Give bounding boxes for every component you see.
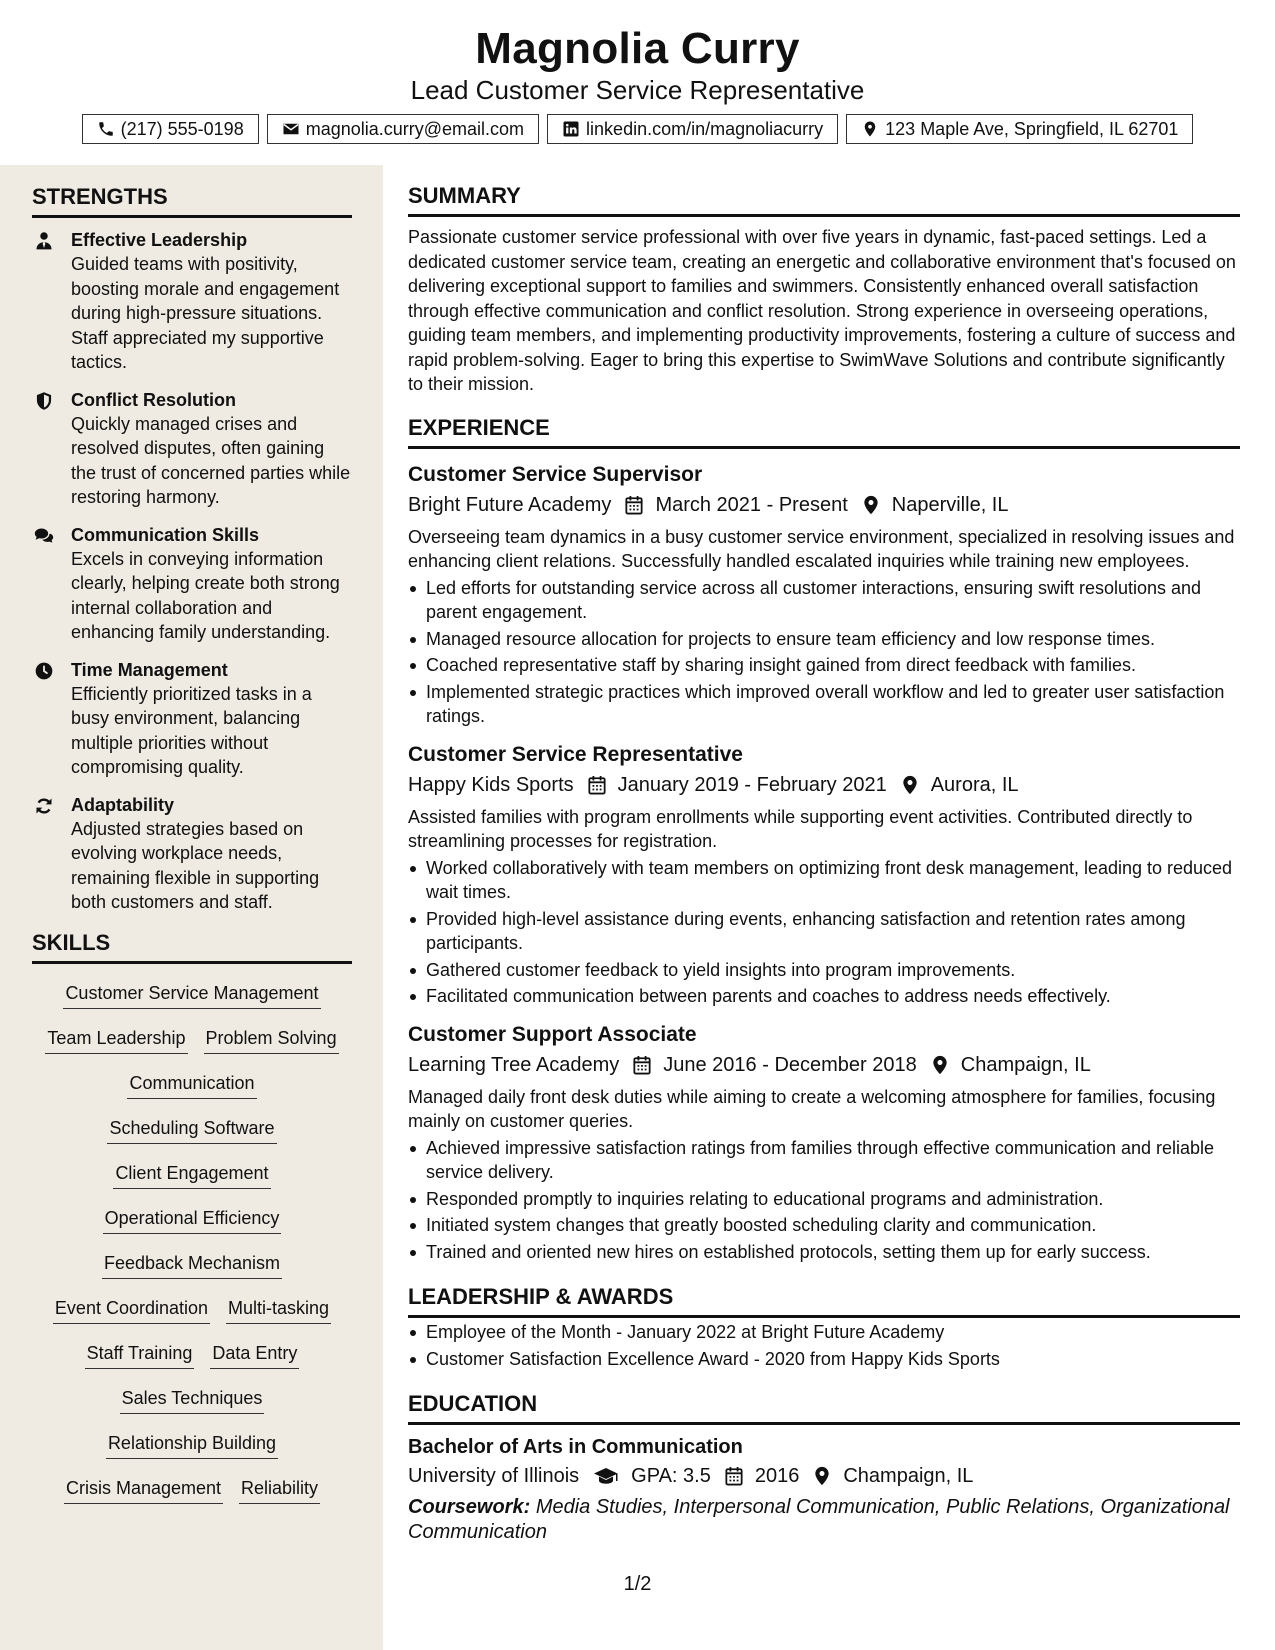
bullet-item: Provided high-level assistance during events, enhancing satisfaction and retention rates among participants. — [408, 907, 1240, 956]
job-dates: January 2019 - February 2021 — [617, 773, 887, 796]
calendar-icon — [625, 495, 643, 515]
bullet-item: Facilitated communication between parents and coaches to address needs effectively. — [408, 984, 1240, 1009]
coursework — [408, 1495, 1240, 1544]
candidate-name: Magnolia Curry — [475, 24, 800, 73]
comments-icon — [34, 526, 54, 546]
clock-icon — [34, 661, 54, 681]
contact-email[interactable] — [267, 114, 539, 144]
strength-item — [32, 228, 352, 375]
experience-heading: EXPERIENCE — [408, 397, 1240, 449]
job-meta — [408, 490, 1240, 520]
envelope-icon — [282, 120, 300, 138]
job-bullets — [408, 1136, 1240, 1265]
calendar-icon — [725, 1466, 743, 1486]
skill-tag: Communication — [127, 1070, 256, 1099]
job-title: Customer Support Associate — [408, 1022, 697, 1046]
skills-list — [32, 972, 352, 1512]
strength-description: Adjusted strategies based on evolving workplace needs, remaining flexible in supporting both customers and staff. — [71, 818, 320, 912]
resume-header — [0, 0, 1275, 165]
strength-description: Quickly managed crises and resolved disputes, often gaining the trust of concerned parties while restoring harmony. — [71, 413, 351, 507]
summary-heading: SUMMARY — [408, 165, 1240, 217]
map-marker-icon — [861, 120, 879, 138]
user-tie-icon — [34, 231, 54, 251]
contact-address[interactable] — [846, 114, 1193, 144]
map-marker-icon — [813, 1466, 831, 1486]
job-entry — [408, 461, 1240, 729]
bullet-item: Achieved impressive satisfaction ratings from families through effective communication and reliable service delivery. — [408, 1136, 1240, 1185]
job-bullets — [408, 856, 1240, 1009]
strength-name: Adaptability — [71, 794, 175, 815]
job-bullets — [408, 576, 1240, 729]
skill-tag: Staff Training — [85, 1340, 195, 1369]
address-text: 123 Maple Ave, Springfield, IL 62701 — [885, 119, 1179, 139]
job-dates: March 2021 - Present — [655, 493, 848, 516]
coursework-label: Coursework: — [408, 1496, 531, 1518]
skill-tag: Event Coordination — [53, 1295, 210, 1324]
graduation-year: 2016 — [754, 1465, 800, 1487]
skill-tag: Customer Service Management — [63, 980, 320, 1009]
strengths-list — [32, 228, 352, 915]
skill-tag: Scheduling Software — [107, 1115, 276, 1144]
candidate-title: Lead Customer Service Representative — [410, 75, 865, 105]
job-title: Customer Service Supervisor — [408, 462, 703, 486]
skill-tag: Crisis Management — [64, 1475, 223, 1504]
job-company: Learning Tree Academy — [408, 1053, 620, 1076]
map-marker-icon — [931, 1055, 949, 1075]
bullet-item: Led efforts for outstanding service across all customer interactions, ensuring swift resolutions and parent engagement. — [408, 576, 1240, 625]
strength-item — [32, 523, 352, 645]
strengths-heading: STRENGTHS — [32, 183, 352, 218]
gpa-text: GPA: 3.5 — [631, 1465, 711, 1487]
job-entry — [408, 741, 1240, 1009]
skill-tag: Feedback Mechanism — [102, 1250, 282, 1279]
bullet-item: Managed resource allocation for projects to ensure team efficiency and low response times. — [408, 627, 1240, 652]
map-marker-icon — [901, 775, 919, 795]
strength-name: Time Management — [71, 659, 228, 680]
job-dates: June 2016 - December 2018 — [663, 1053, 917, 1076]
main-column — [408, 165, 1240, 1544]
strength-name: Conflict Resolution — [71, 389, 236, 410]
graduation-cap-icon — [593, 1466, 619, 1486]
strength-item — [32, 388, 352, 510]
education-heading: EDUCATION — [408, 1373, 1240, 1425]
strength-description: Efficiently prioritized tasks in a busy environment, balancing multiple priorities without compromising quality. — [71, 683, 312, 777]
job-location: Aurora, IL — [930, 773, 1019, 796]
bullet-item: Implemented strategic practices which improved overall workflow and led to greater user satisfaction ratings. — [408, 680, 1240, 729]
page-number — [0, 1573, 1275, 1596]
job-location: Champaign, IL — [960, 1053, 1091, 1076]
job-company: Happy Kids Sports — [408, 773, 574, 796]
sidebar — [0, 165, 383, 1650]
linkedin-icon — [562, 120, 580, 138]
skill-tag: Operational Efficiency — [103, 1205, 282, 1234]
strength-name: Effective Leadership — [71, 230, 248, 250]
strength-name: Communication Skills — [71, 524, 260, 545]
contact-phone[interactable] — [82, 114, 259, 144]
contact-bar — [0, 114, 1275, 144]
school-location: Champaign, IL — [843, 1465, 974, 1487]
shield-icon — [34, 391, 54, 411]
bullet-item: Worked collaboratively with team members on optimizing front desk management, leading to reduced wait times. — [408, 856, 1240, 905]
phone-icon — [97, 120, 115, 138]
award-item: Customer Satisfaction Excellence Award - 2020 from Happy Kids Sports — [408, 1347, 1240, 1372]
sync-icon — [34, 796, 54, 816]
email-text: magnolia.curry@email.com — [305, 119, 525, 139]
bullet-item: Responded promptly to inquiries relating to educational programs and administration. — [408, 1187, 1240, 1212]
bullet-item: Coached representative staff by sharing insight gained from direct feedback with families. — [408, 653, 1240, 678]
skills-heading: SKILLS — [32, 929, 352, 964]
skill-tag: Problem Solving — [204, 1025, 339, 1054]
strength-description: Guided teams with positivity, boosting morale and engagement during high-pressure situations. Staff appreciated my supportive tactics. — [71, 254, 340, 372]
skill-tag: Reliability — [239, 1475, 320, 1504]
job-description: Managed daily front desk duties while aiming to create a welcoming atmosphere for families, focusing mainly on customer queries. — [408, 1086, 1216, 1131]
bullet-item: Initiated system changes that greatly boosted scheduling clarity and communication. — [408, 1213, 1240, 1238]
job-company: Bright Future Academy — [408, 493, 612, 516]
phone-text: (217) 555-0198 — [120, 119, 244, 139]
map-marker-icon — [862, 495, 880, 515]
skill-tag: Relationship Building — [106, 1430, 278, 1459]
job-entry — [408, 1021, 1240, 1265]
awards-list — [408, 1320, 1240, 1371]
strength-description: Excels in conveying information clearly, helping create both strong internal collaboration and enhancing family understanding. — [71, 548, 340, 642]
job-location: Naperville, IL — [891, 493, 1009, 516]
skill-tag: Data Entry — [210, 1340, 299, 1369]
degree-title: Bachelor of Arts in Communication — [408, 1436, 743, 1458]
skill-tag: Multi-tasking — [226, 1295, 331, 1324]
contact-linkedin[interactable] — [547, 114, 838, 144]
page-number-text: 1/2 — [623, 1573, 652, 1595]
skill-tag: Sales Techniques — [120, 1385, 265, 1414]
awards-heading: LEADERSHIP & AWARDS — [408, 1266, 1240, 1318]
job-meta — [408, 1050, 1240, 1080]
award-item: Employee of the Month - January 2022 at Bright Future Academy — [408, 1320, 1240, 1345]
skill-tag: Team Leadership — [45, 1025, 187, 1054]
job-meta — [408, 770, 1240, 800]
linkedin-text: linkedin.com/in/magnoliacurry — [586, 119, 824, 139]
calendar-icon — [588, 775, 606, 795]
job-description: Overseeing team dynamics in a busy customer service environment, specialized in resolving issues and enhancing client relations. Successfully handled escalated inquiries while training new employees. — [408, 526, 1235, 571]
bullet-item: Trained and oriented new hires on established protocols, setting them up for early success. — [408, 1240, 1240, 1265]
summary-text: Passionate customer service professional with over five years in dynamic, fast-paced settings. Led a dedicated customer service team, creating an energetic and collaborative environment that's focused on delivering exceptional support to families and swimmers. Consistently enhanced overall satisfaction through effective communication and conflict resolution. Strong experience in overseeing operations, guiding team members, and implementing productivity improvements, fostering a culture of success and rapid problem-solving. Eager to bring this expertise to SwimWave Solutions and contribute significantly to their mission. — [408, 227, 1236, 394]
school-name: University of Illinois — [408, 1465, 580, 1487]
job-description: Assisted families with program enrollments while supporting event activities. Contributed directly to streamlining processes for registration. — [408, 806, 1193, 851]
bullet-item: Gathered customer feedback to yield insights into program improvements. — [408, 958, 1240, 983]
skill-tag: Client Engagement — [113, 1160, 270, 1189]
strength-item — [32, 793, 352, 915]
strength-item — [32, 658, 352, 780]
job-title: Customer Service Representative — [408, 742, 743, 766]
education-meta — [408, 1461, 1240, 1491]
coursework-list: Media Studies, Interpersonal Communication, Public Relations, Organizational Communication — [408, 1496, 1230, 1543]
calendar-icon — [633, 1055, 651, 1075]
